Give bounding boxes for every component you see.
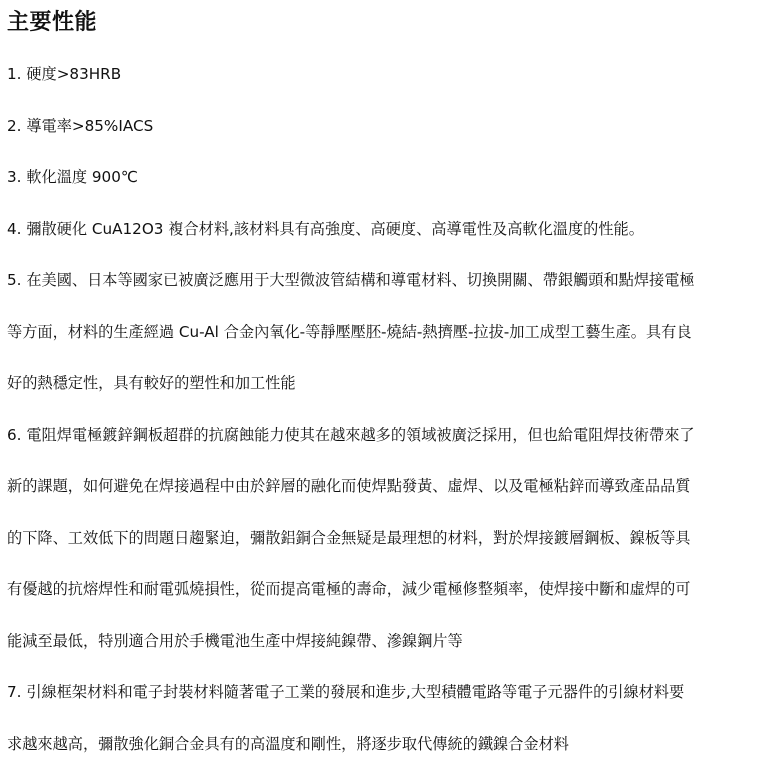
text-line: 等方面，材料的生產經過 Cu-Al 合金內氧化-等靜壓壓胚-燒結-熱擠壓-拉拔-加工成型工藝生產。具有良 [7, 323, 692, 341]
section-title: 主要性能 [7, 10, 98, 35]
text-line: 6. 電阻焊電極鍍鋅鋼板超群的抗腐蝕能力使其在越來越多的領域被廣泛採用，但也給電阻焊技術帶來了 [7, 426, 695, 444]
text-line: 3. 軟化溫度 900℃ [7, 168, 138, 186]
text-line: 的下降、工效低下的問題日趨緊迫，彌散鋁銅合金無疑是最理想的材料，對於焊接鍍層鋼板、鎳板等具 [7, 529, 691, 547]
text-line: 新的課題，如何避免在焊接過程中由於鋅層的融化而使焊點發黃、虛焊、以及電極粘鋅而導致產品品質 [7, 477, 691, 495]
text-line: 求越來越高，彌散強化銅合金具有的高溫度和剛性，將逐步取代傳統的鐵鎳合金材料 [7, 735, 569, 753]
text-line: 1. 硬度>83HRB [7, 65, 122, 83]
text-line: 7. 引線框架材料和電子封裝材料隨著電子工業的發展和進步,大型積體電路等電子元器件的引線材料要 [7, 683, 685, 701]
text-line: 5. 在美國、日本等國家已被廣泛應用于大型微波管結構和導電材料、切換開關、帶銀觸頭和點焊接電極 [7, 271, 695, 289]
text-line: 有優越的抗熔焊性和耐電弧燒損性，從而提高電極的壽命，減少電極修整頻率，使焊接中斷和虛焊的可 [7, 580, 691, 598]
text-line: 2. 導電率>85%IACS [7, 117, 154, 135]
text-line: 好的熱穩定性，具有較好的塑性和加工性能 [7, 374, 296, 392]
text-line: 能減至最低，特別適合用於手機電池生產中焊接純鎳帶、滲鎳鋼片等 [7, 632, 463, 650]
text-line: 4. 彌散硬化 CuA12O3 複合材料,該材料具有高強度、高硬度、高導電性及高軟化溫度的性能。 [7, 220, 644, 238]
